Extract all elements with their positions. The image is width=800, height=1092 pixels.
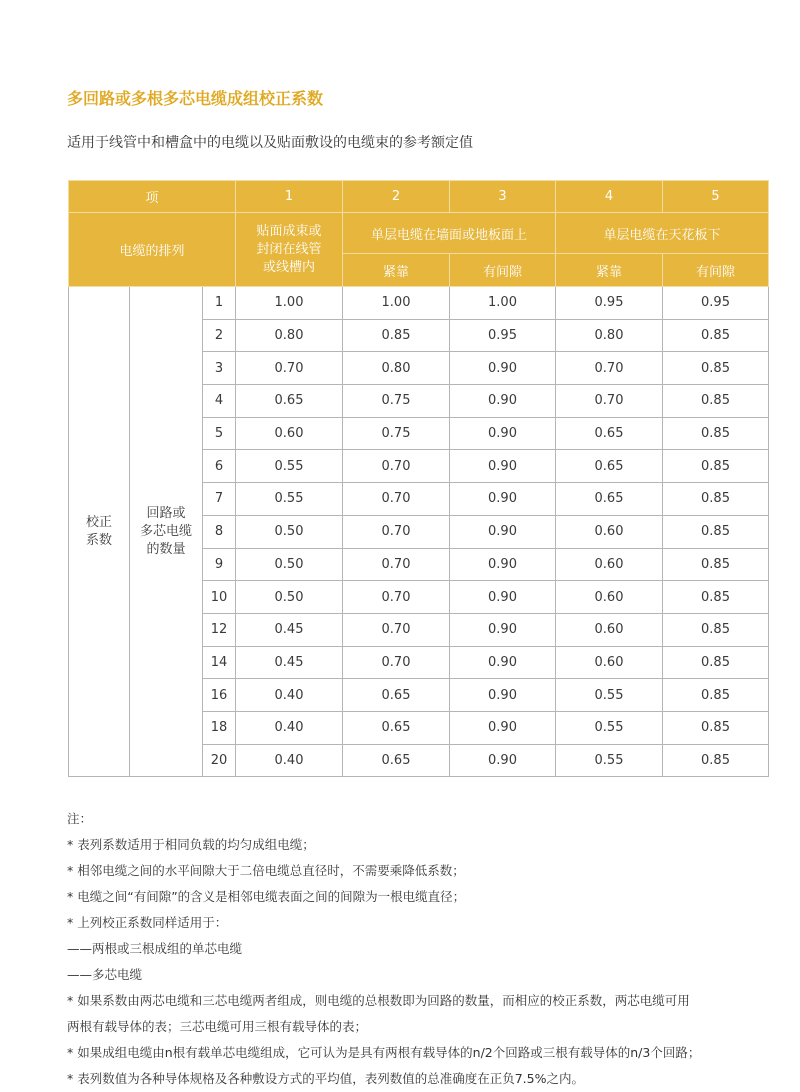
circuit-count-cell: 18 <box>203 711 236 744</box>
factor-cell-col-2: 0.65 <box>343 679 450 712</box>
factor-cell-col-1: 0.40 <box>236 744 343 777</box>
factor-cell-col-3: 0.90 <box>450 548 556 581</box>
header-col-5: 5 <box>663 181 769 213</box>
factor-cell-col-4: 0.60 <box>556 613 663 646</box>
factor-cell-col-1: 0.80 <box>236 319 343 352</box>
factor-cell-col-1: 0.65 <box>236 385 343 418</box>
note-line: * 电缆之间“有间隙”的含义是相邻电缆表面之间的间隙为一根电缆直径； <box>67 889 466 904</box>
header-col-1: 1 <box>236 181 343 213</box>
factor-cell-col-5: 0.85 <box>663 515 769 548</box>
circuit-count-cell: 16 <box>203 679 236 712</box>
factor-cell-col-2: 0.75 <box>343 385 450 418</box>
correction-factor-table <box>68 180 769 777</box>
note-line: * 如果系数由两芯电缆和三芯电缆两者组成，则电缆的总根数即为回路的数量，而相应的校正系数，两芯电缆可用 <box>67 993 690 1008</box>
circuit-count-cell: 8 <box>203 515 236 548</box>
factor-cell-col-4: 0.60 <box>556 548 663 581</box>
factor-cell-col-2: 0.80 <box>343 352 450 385</box>
factor-cell-col-4: 0.55 <box>556 744 663 777</box>
header-col-2: 2 <box>343 181 450 213</box>
factor-cell-col-4: 0.65 <box>556 483 663 516</box>
circuit-count-cell: 12 <box>203 613 236 646</box>
factor-cell-col-4: 0.70 <box>556 385 663 418</box>
factor-cell-col-4: 0.60 <box>556 515 663 548</box>
factor-cell-col-3: 0.90 <box>450 613 556 646</box>
factor-cell-col-5: 0.85 <box>663 319 769 352</box>
note-line: ——两根或三根成组的单芯电缆 <box>67 941 243 956</box>
factor-cell-col-3: 0.90 <box>450 352 556 385</box>
header-ceiling-label: 单层电缆在天花板下 <box>556 213 769 254</box>
factor-cell-col-2: 0.70 <box>343 483 450 516</box>
circuit-count-cell: 10 <box>203 581 236 614</box>
note-line: ——多芯电缆 <box>67 967 143 982</box>
factor-cell-col-3: 0.95 <box>450 319 556 352</box>
factor-cell-col-5: 0.95 <box>663 287 769 320</box>
factor-cell-col-5: 0.85 <box>663 483 769 516</box>
factor-cell-col-2: 0.85 <box>343 319 450 352</box>
factor-cell-col-1: 0.50 <box>236 515 343 548</box>
factor-cell-col-3: 0.90 <box>450 417 556 450</box>
note-line: * 上列校正系数同样适用于： <box>67 915 228 930</box>
factor-cell-col-5: 0.85 <box>663 613 769 646</box>
header-wall-touching: 紧靠 <box>343 254 450 287</box>
header-item-label: 项 <box>69 181 236 213</box>
note-line: * 表列数值为各种导体规格及各种敷设方式的平均值，表列数值的总准确度在正负7.5%之内。 <box>67 1071 584 1086</box>
factor-cell-col-2: 0.65 <box>343 744 450 777</box>
factor-cell-col-1: 0.45 <box>236 646 343 679</box>
notes-heading: 注： <box>67 811 93 826</box>
circuit-count-cell: 7 <box>203 483 236 516</box>
factor-cell-col-1: 0.50 <box>236 548 343 581</box>
page-subtitle: 适用于线管中和槽盒中的电缆以及贴面敷设的电缆束的参考额定值 <box>67 135 473 151</box>
circuit-count-cell: 6 <box>203 450 236 483</box>
header-col-4: 4 <box>556 181 663 213</box>
factor-cell-col-3: 1.00 <box>450 287 556 320</box>
factor-cell-col-1: 1.00 <box>236 287 343 320</box>
factor-cell-col-3: 0.90 <box>450 515 556 548</box>
table-body <box>69 287 769 777</box>
factor-cell-col-3: 0.90 <box>450 581 556 614</box>
note-line: 两根有载导体的表；三芯电缆可用三根有载导体的表； <box>67 1019 368 1034</box>
header-ceiling-spaced: 有间隙 <box>663 254 769 287</box>
factor-cell-col-4: 0.95 <box>556 287 663 320</box>
factor-cell-col-3: 0.90 <box>450 711 556 744</box>
factor-cell-col-4: 0.65 <box>556 417 663 450</box>
factor-cell-col-5: 0.85 <box>663 744 769 777</box>
note-line: * 表列系数适用于相同负载的均匀成组电缆； <box>67 837 315 852</box>
factor-cell-col-2: 0.70 <box>343 548 450 581</box>
circuit-count-cell: 14 <box>203 646 236 679</box>
factor-cell-col-1: 0.40 <box>236 679 343 712</box>
row-label-correction-factor: 校正 系数 <box>69 287 130 777</box>
circuit-count-cell: 9 <box>203 548 236 581</box>
factor-cell-col-5: 0.85 <box>663 581 769 614</box>
factor-cell-col-1: 0.50 <box>236 581 343 614</box>
circuit-count-cell: 4 <box>203 385 236 418</box>
header-ceiling-touching: 紧靠 <box>556 254 663 287</box>
factor-cell-col-4: 0.65 <box>556 450 663 483</box>
factor-cell-col-1: 0.55 <box>236 450 343 483</box>
factor-cell-col-4: 0.55 <box>556 711 663 744</box>
factor-cell-col-2: 0.65 <box>343 711 450 744</box>
factor-cell-col-1: 0.55 <box>236 483 343 516</box>
row-label-circuit-count: 回路或 多芯电缆 的数量 <box>130 287 203 777</box>
circuit-count-cell: 5 <box>203 417 236 450</box>
factor-cell-col-2: 0.70 <box>343 581 450 614</box>
factor-cell-col-4: 0.80 <box>556 319 663 352</box>
factor-cell-col-2: 1.00 <box>343 287 450 320</box>
factor-cell-col-1: 0.40 <box>236 711 343 744</box>
note-line: * 相邻电缆之间的水平间隙大于二倍电缆总直径时，不需要乘降低系数； <box>67 863 465 878</box>
factor-cell-col-2: 0.70 <box>343 613 450 646</box>
factor-cell-col-3: 0.90 <box>450 385 556 418</box>
factor-cell-col-3: 0.90 <box>450 646 556 679</box>
factor-cell-col-5: 0.85 <box>663 711 769 744</box>
header-wall-spaced: 有间隙 <box>450 254 556 287</box>
factor-cell-col-3: 0.90 <box>450 679 556 712</box>
circuit-count-cell: 1 <box>203 287 236 320</box>
header-wall-floor-label: 单层电缆在墙面或地板面上 <box>343 213 556 254</box>
factor-cell-col-2: 0.70 <box>343 646 450 679</box>
factor-cell-col-3: 0.90 <box>450 744 556 777</box>
factor-cell-col-5: 0.85 <box>663 352 769 385</box>
factor-cell-col-5: 0.85 <box>663 450 769 483</box>
factor-cell-col-3: 0.90 <box>450 450 556 483</box>
factor-cell-col-5: 0.85 <box>663 417 769 450</box>
factor-cell-col-5: 0.85 <box>663 646 769 679</box>
factor-cell-col-4: 0.70 <box>556 352 663 385</box>
factor-cell-col-2: 0.75 <box>343 417 450 450</box>
factor-cell-col-5: 0.85 <box>663 548 769 581</box>
factor-cell-col-3: 0.90 <box>450 483 556 516</box>
header-col-3: 3 <box>450 181 556 213</box>
header-col1-description: 贴面成束或 封闭在线管 或线槽内 <box>236 213 343 287</box>
factor-cell-col-4: 0.60 <box>556 646 663 679</box>
circuit-count-cell: 2 <box>203 319 236 352</box>
circuit-count-cell: 3 <box>203 352 236 385</box>
factor-cell-col-1: 0.60 <box>236 417 343 450</box>
notes-section <box>67 806 767 1092</box>
factor-cell-col-4: 0.60 <box>556 581 663 614</box>
table-row <box>69 287 769 320</box>
factor-cell-col-4: 0.55 <box>556 679 663 712</box>
circuit-count-cell: 20 <box>203 744 236 777</box>
header-arrangement-label: 电缆的排列 <box>69 213 236 287</box>
factor-cell-col-1: 0.70 <box>236 352 343 385</box>
note-line: * 如果成组电缆由n根有载单芯电缆组成，它可认为是具有两根有载导体的n/2个回路或三根有载导体的n/3个回路； <box>67 1045 701 1060</box>
factor-cell-col-5: 0.85 <box>663 679 769 712</box>
page-title: 多回路或多根多芯电缆成组校正系数 <box>67 89 324 108</box>
factor-cell-col-1: 0.45 <box>236 613 343 646</box>
factor-cell-col-2: 0.70 <box>343 450 450 483</box>
factor-cell-col-2: 0.70 <box>343 515 450 548</box>
factor-cell-col-5: 0.85 <box>663 385 769 418</box>
